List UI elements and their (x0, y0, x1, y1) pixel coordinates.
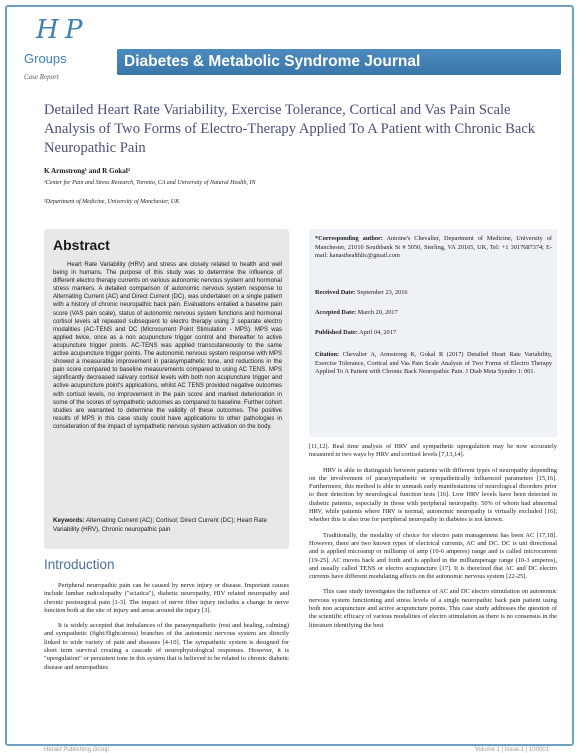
accepted-date-value: March 20, 2017 (357, 309, 398, 316)
introduction-heading: Introduction (44, 557, 115, 572)
left-body-column (44, 582, 289, 679)
abstract-heading: Abstract (53, 237, 110, 253)
corresponding-author (315, 235, 552, 261)
body-paragraph: [11,12]. Real time analysis of HRV and sympathetic upregulation may be now accurately measured in two ways by HRV and cortisol levels [7,13,14]. (309, 443, 557, 459)
page-frame (5, 5, 574, 753)
author-affiliation-2: ²Department of Medicine, University of Manchester, UK (44, 199, 180, 205)
body-paragraph: It is widely accepted that imbalances of the parasympathetic (rest and healing, calming) and sympathetic (fight/flight/stress) branches of the autonomic nervous system are directly linked to wide variety of pain and diseases [4-10]. The sympathetic system is designed for short term survival creating a cascade of neurophysiological responses. However, it is "upregulation" or persistent tone in this system that is believed to be related to chronic diabetic disease and neuropathies (44, 622, 289, 671)
keywords (53, 517, 282, 534)
citation (315, 351, 552, 377)
published-date (315, 329, 552, 338)
body-paragraph: This case study investigates the influence of AC and DC electro stimulation on autonomic nervous system functioning and stress levels of a single neuropathic back pain patient using both non acupuncture and active acupuncture points. This case study addresses the question of the scientific efficacy of various modalities of electro stimulation as there is no consensus in the literature identifying the best (309, 588, 557, 629)
corresponding-author-label: *Corresponding author: (315, 235, 383, 242)
logo-hp-mark: H P (36, 15, 82, 45)
keywords-label: Keywords: (53, 517, 85, 524)
publisher-logo (22, 17, 92, 77)
corresponding-author-text: Antoine's Chevalier, Department of Medicine, University of Manchester, 21010 Southbank St # 5050, Sterling, VA 20165, UK, Tel: +1 3017687374; E-mail: kanasthealthlic@gmail.com (315, 235, 552, 260)
footer-volume: Volume 1 | Issue 1 | 100001 (474, 747, 549, 753)
citation-label: Citation: (315, 351, 340, 358)
article-info-box (309, 229, 557, 437)
article-authors: K Armstrong¹ and R Gokal² (44, 167, 131, 175)
article-type-tag: Case Report (24, 73, 59, 81)
right-body-column (309, 443, 557, 637)
journal-title: Diabetes & Metabolic Syndrome Journal (124, 53, 421, 70)
received-date-value: September 23, 2016 (356, 289, 408, 296)
published-date-label: Published Date: (315, 329, 358, 336)
received-date-label: Received Date: (315, 289, 356, 296)
author-affiliation-1: ¹Center for Pain and Stress Research, Toronto, CA and University of Natural Health, IN (44, 180, 256, 186)
published-date-value: April 04, 2017 (359, 329, 396, 336)
body-paragraph: HRV is able to distinguish between patients with different types of neuropathy depending on the involvement of parasympathetic or sympathetically influenced parameters [15,16]. Furthermore, this method is able to unmask early manifestations of neurological disorders prior to their detection by neurological function tests [16]. Low HRV levels have been detected in diabetic patients, especially in those with peripheral neuropathy. 50% of whom had abnormal HRV, while patients where HRV is normal, autonomic neuropathy is virtually excluded [16]; whether this is also true for peripheral neuropathy in diabetes is not known. (309, 466, 557, 524)
accepted-date-label: Accepted Date: (315, 309, 357, 316)
received-date (315, 289, 552, 298)
logo-groups-text: Groups (24, 51, 67, 66)
article-title: Detailed Heart Rate Variability, Exercise Tolerance, Cortical and Vas Pain Scale Analysis of Two Forms of Electro-Therapy Applied To A Patient with Chronic Back Neuropathic Pain (44, 102, 536, 156)
abstract-box (44, 229, 289, 549)
footer-publisher: Herald Publishing Group (44, 747, 110, 753)
abstract-text: Heart Rate Variability (HRV) and stress are closely related to health and well being in humans. The purpose of this study was to determine the influence of different electro therapy currents on various autonomic nervous system and hormonal stress markers. A detailed comparison of autonomic nervous system response to Alternating Current (AC) and Direct Current (DC), was undertaken on a single patient with a history of chronic neuropathic back pain. Evaluations entailed a baseline pain score (VAS pain scale), status of autonomic nervous system functions and hormonal cortisol levels all repeated subsequent to electro therapy using 2 separate electro modalities (AC-TENS and DC (Microcurrent Point Stimulation - MPS). MPS was applied twice, once as a non acupuncture trigger control and thereafter to active acupuncture trigger points. AC-TENS was applied transcutaneously to the same active acupuncture trigger points. The autonomic nervous system response with MPS showed a measurable improvement in parasympathetic tone, and reductions in the pain score compared to baseline measurements compared to using AC TENS. MPS significantly decreased salivary cortisol levels with both non acupuncture trigger and active acupuncture point's applications, whilst AC TENS provided negative outcomes with cortisol levels, no improvement in the pain score and marked deterioration in some of the scores of sympathetic outcomes as compared to baseline. Further cohort studies are warranted to determine the validity of these outcomes. The positive results of MPS in this case study could have applications to other pathologies in consideration of the impact of sympathetic nervous system activation on the body. (53, 262, 282, 430)
paper-page (10, 9, 569, 753)
body-paragraph: Traditionally, the modality of choice for electro pain management has been AC [17,18]. However, there are two known types of electrical currents, AC and DC. DC is uni directional and is applied microamp or milliamp of amp (10-6 amperes) range and is called microcurrent [19-25]. AC moves back and forth and is applied in the milliamperage range (10-3 amperes), and usually called TENS or electro acupuncture [17]. It is theorized that AC and DC electro currents have different modulating affects on the autonomic nervous system [22-25]. (309, 531, 557, 581)
body-paragraph: Peripheral neuropathic pain can be caused by nerve injury or disease. Important causes include lumbar radiculopathy ("sciatica"), diabetic neuropathy, HIV related neuropathy and chronic postsurgical pain [1-3]. The impact of nerve fiber injury includes a change in nerve function both at the site of injury and areas around the injury [3]. (44, 582, 289, 614)
keywords-text: Alternating Current (AC); Cortisol; Direct Current (DC); Heart Rate Variability (HRV), Chronic neuropathic pain (53, 517, 267, 533)
journal-banner (117, 49, 561, 75)
citation-text: Chevalier A, Armstrong K, Gokal R (2017) Detailed Heart Rate Variability, Exercise Tolerance, Cortical and Vas Pain Scale Analysis of Two Forms of Electro Therapy Applied To A Patient with Chronic Back Neuropathic Pain. J Diab Meta Syndro 1: 001. (315, 351, 553, 376)
accepted-date (315, 309, 552, 318)
page-footer (44, 747, 549, 753)
